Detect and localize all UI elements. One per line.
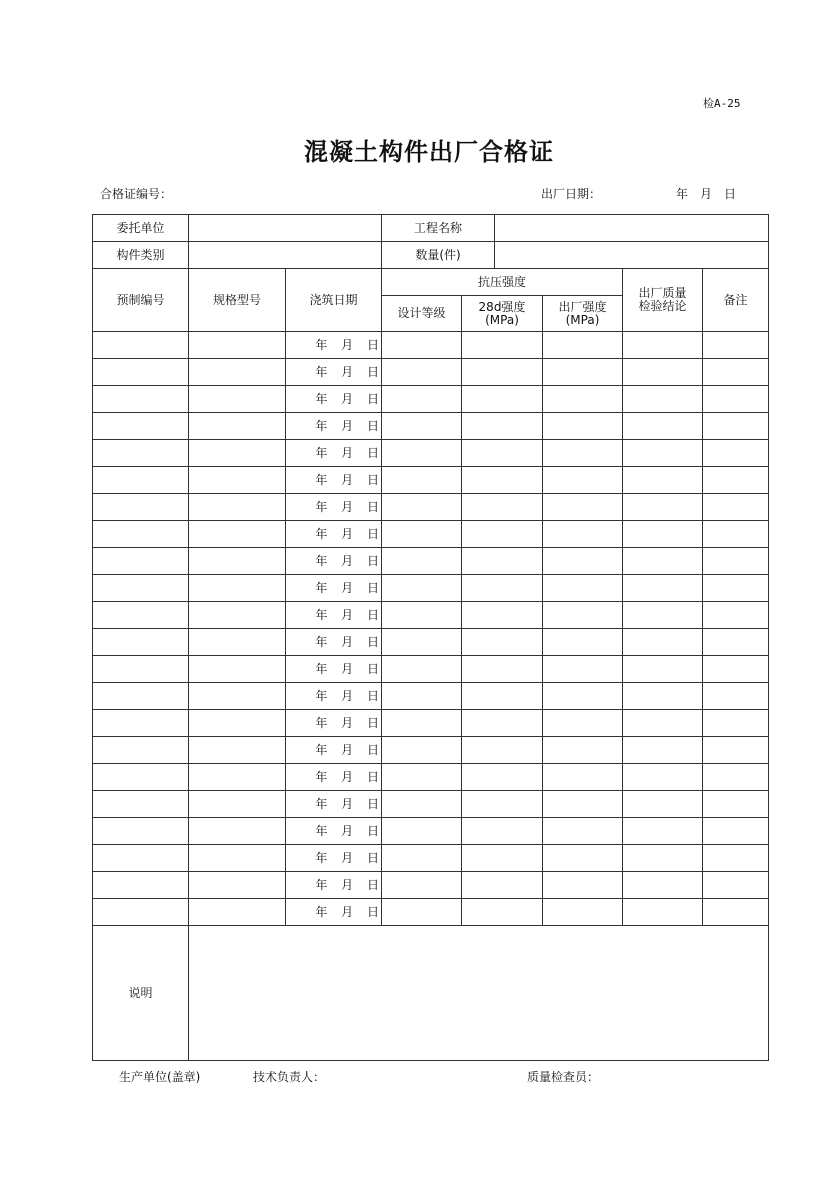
- qc-conclusion-cell[interactable]: [623, 683, 703, 710]
- remarks-cell[interactable]: [703, 548, 769, 575]
- header-strength: 抗压强度: [382, 269, 623, 296]
- footer-producer: 生产单位(盖章): [119, 1070, 201, 1084]
- qc-conclusion-cell[interactable]: [623, 791, 703, 818]
- factory-strength-cell[interactable]: [543, 575, 623, 602]
- pour-date-cell[interactable]: 年 月 日: [286, 467, 382, 494]
- remarks-cell[interactable]: [703, 494, 769, 521]
- pour-date-cell[interactable]: 年 月 日: [286, 683, 382, 710]
- qc-conclusion-cell[interactable]: [623, 359, 703, 386]
- strength-28d-cell[interactable]: [462, 575, 543, 602]
- spec-cell[interactable]: [189, 494, 286, 521]
- remarks-cell[interactable]: [703, 413, 769, 440]
- strength-28d-cell[interactable]: [462, 872, 543, 899]
- form-code: 检A-25: [703, 97, 741, 110]
- qc-conclusion-cell[interactable]: [623, 467, 703, 494]
- design-grade-cell[interactable]: [382, 845, 462, 872]
- qc-conclusion-cell[interactable]: [623, 629, 703, 656]
- pour-date-cell[interactable]: 年 月 日: [286, 710, 382, 737]
- header-28d: [462, 296, 543, 332]
- spec-cell[interactable]: [189, 467, 286, 494]
- spec-cell[interactable]: [189, 683, 286, 710]
- precast-no-cell[interactable]: [93, 656, 189, 683]
- qc-conclusion-cell[interactable]: [623, 332, 703, 359]
- pour-date-cell[interactable]: 年 月 日: [286, 440, 382, 467]
- table-row: [93, 332, 769, 359]
- strength-28d-cell[interactable]: [462, 548, 543, 575]
- factory-strength-cell[interactable]: [543, 818, 623, 845]
- factory-strength-cell[interactable]: [543, 710, 623, 737]
- table-row: [93, 845, 769, 872]
- strength-28d-cell[interactable]: [462, 386, 543, 413]
- table-row: [93, 656, 769, 683]
- factory-strength-cell[interactable]: [543, 521, 623, 548]
- qc-conclusion-cell[interactable]: [623, 818, 703, 845]
- strength-28d-cell[interactable]: [462, 791, 543, 818]
- design-grade-cell[interactable]: [382, 899, 462, 926]
- pour-date-cell[interactable]: 年 月 日: [286, 629, 382, 656]
- remarks-cell[interactable]: [703, 386, 769, 413]
- qc-conclusion-cell[interactable]: [623, 845, 703, 872]
- remarks-cell[interactable]: [703, 791, 769, 818]
- strength-28d-cell[interactable]: [462, 413, 543, 440]
- remarks-cell[interactable]: [703, 872, 769, 899]
- precast-no-cell[interactable]: [93, 494, 189, 521]
- factory-strength-cell[interactable]: [543, 494, 623, 521]
- factory-strength-cell[interactable]: [543, 332, 623, 359]
- strength-28d-cell[interactable]: [462, 710, 543, 737]
- components-table: [92, 268, 769, 1061]
- remarks-cell[interactable]: [703, 818, 769, 845]
- factory-strength-cell[interactable]: [543, 683, 623, 710]
- remarks-cell[interactable]: [703, 629, 769, 656]
- pour-date-cell[interactable]: 年 月 日: [286, 413, 382, 440]
- qc-conclusion-cell[interactable]: [623, 602, 703, 629]
- footer-inspector: 质量检查员：: [527, 1070, 600, 1084]
- qc-conclusion-cell[interactable]: [623, 521, 703, 548]
- pour-date-cell[interactable]: 年 月 日: [286, 386, 382, 413]
- factory-strength-cell[interactable]: [543, 791, 623, 818]
- precast-no-cell[interactable]: [93, 845, 189, 872]
- table-row: [93, 791, 769, 818]
- client-label: 委托单位: [93, 215, 189, 242]
- table-row: [93, 548, 769, 575]
- precast-no-cell[interactable]: [93, 575, 189, 602]
- remarks-cell[interactable]: [703, 440, 769, 467]
- design-grade-cell[interactable]: [382, 413, 462, 440]
- design-grade-cell[interactable]: [382, 521, 462, 548]
- table-row: [93, 440, 769, 467]
- design-grade-cell[interactable]: [382, 575, 462, 602]
- qc-conclusion-cell[interactable]: [623, 575, 703, 602]
- design-grade-cell[interactable]: [382, 764, 462, 791]
- pour-date-cell[interactable]: 年 月 日: [286, 899, 382, 926]
- design-grade-cell[interactable]: [382, 602, 462, 629]
- header-factory-unit: (MPa): [565, 312, 600, 327]
- table-row: [93, 413, 769, 440]
- spec-cell[interactable]: [189, 629, 286, 656]
- table-row: [93, 494, 769, 521]
- table-row: [93, 818, 769, 845]
- qc-conclusion-cell[interactable]: [623, 899, 703, 926]
- table-row: [93, 737, 769, 764]
- header-design-grade: 设计等级: [382, 296, 462, 332]
- project-field[interactable]: [495, 215, 769, 242]
- strength-28d-cell[interactable]: [462, 467, 543, 494]
- precast-no-cell[interactable]: [93, 899, 189, 926]
- strength-28d-cell[interactable]: [462, 818, 543, 845]
- strength-28d-cell[interactable]: [462, 737, 543, 764]
- header-remarks: 备注: [703, 269, 769, 332]
- qc-conclusion-cell[interactable]: [623, 440, 703, 467]
- precast-no-cell[interactable]: [93, 467, 189, 494]
- design-grade-cell[interactable]: [382, 440, 462, 467]
- spec-cell[interactable]: [189, 737, 286, 764]
- table-row: [93, 899, 769, 926]
- precast-no-cell[interactable]: [93, 386, 189, 413]
- strength-28d-cell[interactable]: [462, 332, 543, 359]
- client-field[interactable]: [189, 215, 382, 242]
- table-row: [93, 359, 769, 386]
- qc-conclusion-cell[interactable]: [623, 656, 703, 683]
- spec-cell[interactable]: [189, 791, 286, 818]
- qc-conclusion-cell[interactable]: [623, 548, 703, 575]
- header-28d-unit: (MPa): [485, 312, 519, 327]
- strength-28d-cell[interactable]: [462, 602, 543, 629]
- pour-date-cell[interactable]: 年 月 日: [286, 359, 382, 386]
- type-field[interactable]: [189, 242, 382, 269]
- table-row: [93, 683, 769, 710]
- spec-cell[interactable]: [189, 413, 286, 440]
- spec-cell[interactable]: [189, 440, 286, 467]
- qc-conclusion-cell[interactable]: [623, 710, 703, 737]
- header-spec: 规格型号: [189, 269, 286, 332]
- strength-28d-cell[interactable]: [462, 764, 543, 791]
- qc-conclusion-cell[interactable]: [623, 764, 703, 791]
- factory-strength-cell[interactable]: [543, 413, 623, 440]
- spec-cell[interactable]: [189, 872, 286, 899]
- remarks-cell[interactable]: [703, 656, 769, 683]
- remarks-cell[interactable]: [703, 683, 769, 710]
- precast-no-cell[interactable]: [93, 521, 189, 548]
- design-grade-cell[interactable]: [382, 332, 462, 359]
- design-grade-cell[interactable]: [382, 629, 462, 656]
- header-qc-line1: 出厂质量: [638, 286, 687, 300]
- remarks-cell[interactable]: [703, 764, 769, 791]
- cert-no-label: 合格证编号：: [100, 187, 173, 201]
- remarks-cell[interactable]: [703, 899, 769, 926]
- precast-no-cell[interactable]: [93, 710, 189, 737]
- spec-cell[interactable]: [189, 386, 286, 413]
- precast-no-cell[interactable]: [93, 764, 189, 791]
- type-label: 构件类别: [93, 242, 189, 269]
- design-grade-cell[interactable]: [382, 386, 462, 413]
- table-row: [93, 386, 769, 413]
- page-title: 混凝土构件出厂合格证: [304, 138, 554, 166]
- spec-cell[interactable]: [189, 899, 286, 926]
- qc-conclusion-cell[interactable]: [623, 386, 703, 413]
- spec-cell[interactable]: [189, 548, 286, 575]
- precast-no-cell[interactable]: [93, 602, 189, 629]
- table-row: [93, 602, 769, 629]
- factory-strength-cell[interactable]: [543, 764, 623, 791]
- precast-no-cell[interactable]: [93, 791, 189, 818]
- design-grade-cell[interactable]: [382, 359, 462, 386]
- qc-conclusion-cell[interactable]: [623, 737, 703, 764]
- remarks-cell[interactable]: [703, 737, 769, 764]
- qc-conclusion-cell[interactable]: [623, 494, 703, 521]
- factory-strength-cell[interactable]: [543, 845, 623, 872]
- factory-strength-cell[interactable]: [543, 548, 623, 575]
- strength-28d-cell[interactable]: [462, 359, 543, 386]
- spec-cell[interactable]: [189, 710, 286, 737]
- header-pour-date: 浇筑日期: [286, 269, 382, 332]
- spec-cell[interactable]: [189, 656, 286, 683]
- pour-date-cell[interactable]: 年 月 日: [286, 521, 382, 548]
- precast-no-cell[interactable]: [93, 737, 189, 764]
- qc-conclusion-cell[interactable]: [623, 872, 703, 899]
- project-label: 工程名称: [382, 215, 495, 242]
- table-row: [93, 521, 769, 548]
- footer-tech-lead: 技术负责人：: [253, 1070, 326, 1084]
- strength-28d-cell[interactable]: [462, 845, 543, 872]
- pour-date-cell[interactable]: 年 月 日: [286, 872, 382, 899]
- spec-cell[interactable]: [189, 332, 286, 359]
- remarks-cell[interactable]: [703, 602, 769, 629]
- design-grade-cell[interactable]: [382, 791, 462, 818]
- table-row: [93, 467, 769, 494]
- design-grade-cell[interactable]: [382, 656, 462, 683]
- pour-date-cell[interactable]: 年 月 日: [286, 737, 382, 764]
- pour-date-cell[interactable]: 年 月 日: [286, 845, 382, 872]
- spec-cell[interactable]: [189, 521, 286, 548]
- precast-no-cell[interactable]: [93, 359, 189, 386]
- table-row: [93, 764, 769, 791]
- factory-strength-cell[interactable]: [543, 737, 623, 764]
- spec-cell[interactable]: [189, 602, 286, 629]
- notes-field[interactable]: [189, 926, 769, 1061]
- factory-strength-cell[interactable]: [543, 602, 623, 629]
- factory-strength-cell[interactable]: [543, 656, 623, 683]
- remarks-cell[interactable]: [703, 845, 769, 872]
- design-grade-cell[interactable]: [382, 548, 462, 575]
- spec-cell[interactable]: [189, 575, 286, 602]
- table-row: [93, 872, 769, 899]
- header-28d-label: 28d强度: [478, 299, 526, 314]
- spec-cell[interactable]: [189, 764, 286, 791]
- table-row: [93, 710, 769, 737]
- spec-cell[interactable]: [189, 818, 286, 845]
- pour-date-cell[interactable]: 年 月 日: [286, 602, 382, 629]
- pour-date-cell[interactable]: 年 月 日: [286, 791, 382, 818]
- notes-label: 说明: [93, 926, 189, 1061]
- strength-28d-cell[interactable]: [462, 656, 543, 683]
- design-grade-cell[interactable]: [382, 710, 462, 737]
- header-qc: [623, 269, 703, 332]
- factory-strength-cell[interactable]: [543, 899, 623, 926]
- header-qc-line2: 检验结论: [638, 299, 687, 313]
- factory-strength-cell[interactable]: [543, 467, 623, 494]
- remarks-cell[interactable]: [703, 359, 769, 386]
- ship-date-label: 出厂日期：: [541, 187, 602, 201]
- header-precast-no: 预制编号: [93, 269, 189, 332]
- strength-28d-cell[interactable]: [462, 629, 543, 656]
- remarks-cell[interactable]: [703, 332, 769, 359]
- spec-cell[interactable]: [189, 845, 286, 872]
- strength-28d-cell[interactable]: [462, 899, 543, 926]
- design-grade-cell[interactable]: [382, 737, 462, 764]
- spec-cell[interactable]: [189, 359, 286, 386]
- factory-strength-cell[interactable]: [543, 359, 623, 386]
- strength-28d-cell[interactable]: [462, 494, 543, 521]
- pour-date-cell[interactable]: 年 月 日: [286, 332, 382, 359]
- factory-strength-cell[interactable]: [543, 440, 623, 467]
- factory-strength-cell[interactable]: [543, 872, 623, 899]
- table-row: [93, 629, 769, 656]
- precast-no-cell[interactable]: [93, 548, 189, 575]
- design-grade-cell[interactable]: [382, 467, 462, 494]
- design-grade-cell[interactable]: [382, 818, 462, 845]
- factory-strength-cell[interactable]: [543, 629, 623, 656]
- table-row: [93, 575, 769, 602]
- design-grade-cell[interactable]: [382, 683, 462, 710]
- precast-no-cell[interactable]: [93, 413, 189, 440]
- header-factory-label: 出厂强度: [558, 299, 607, 314]
- precast-no-cell[interactable]: [93, 818, 189, 845]
- strength-28d-cell[interactable]: [462, 683, 543, 710]
- header-info-table: [92, 214, 769, 269]
- pour-date-cell[interactable]: 年 月 日: [286, 764, 382, 791]
- remarks-cell[interactable]: [703, 467, 769, 494]
- precast-no-cell[interactable]: [93, 629, 189, 656]
- remarks-cell[interactable]: [703, 521, 769, 548]
- precast-no-cell[interactable]: [93, 332, 189, 359]
- pour-date-cell[interactable]: 年 月 日: [286, 575, 382, 602]
- design-grade-cell[interactable]: [382, 872, 462, 899]
- factory-strength-cell[interactable]: [543, 386, 623, 413]
- notes-row: [93, 926, 769, 1061]
- pour-date-cell[interactable]: 年 月 日: [286, 818, 382, 845]
- qty-label: 数量(件): [382, 242, 495, 269]
- remarks-cell[interactable]: [703, 710, 769, 737]
- pour-date-cell[interactable]: 年 月 日: [286, 548, 382, 575]
- pour-date-cell[interactable]: 年 月 日: [286, 656, 382, 683]
- precast-no-cell[interactable]: [93, 440, 189, 467]
- ship-date-value: 年 月 日: [676, 187, 737, 201]
- pour-date-cell[interactable]: 年 月 日: [286, 494, 382, 521]
- qty-field[interactable]: [495, 242, 769, 269]
- precast-no-cell[interactable]: [93, 683, 189, 710]
- precast-no-cell[interactable]: [93, 872, 189, 899]
- remarks-cell[interactable]: [703, 575, 769, 602]
- strength-28d-cell[interactable]: [462, 440, 543, 467]
- design-grade-cell[interactable]: [382, 494, 462, 521]
- header-factory-strength: [543, 296, 623, 332]
- qc-conclusion-cell[interactable]: [623, 413, 703, 440]
- strength-28d-cell[interactable]: [462, 521, 543, 548]
